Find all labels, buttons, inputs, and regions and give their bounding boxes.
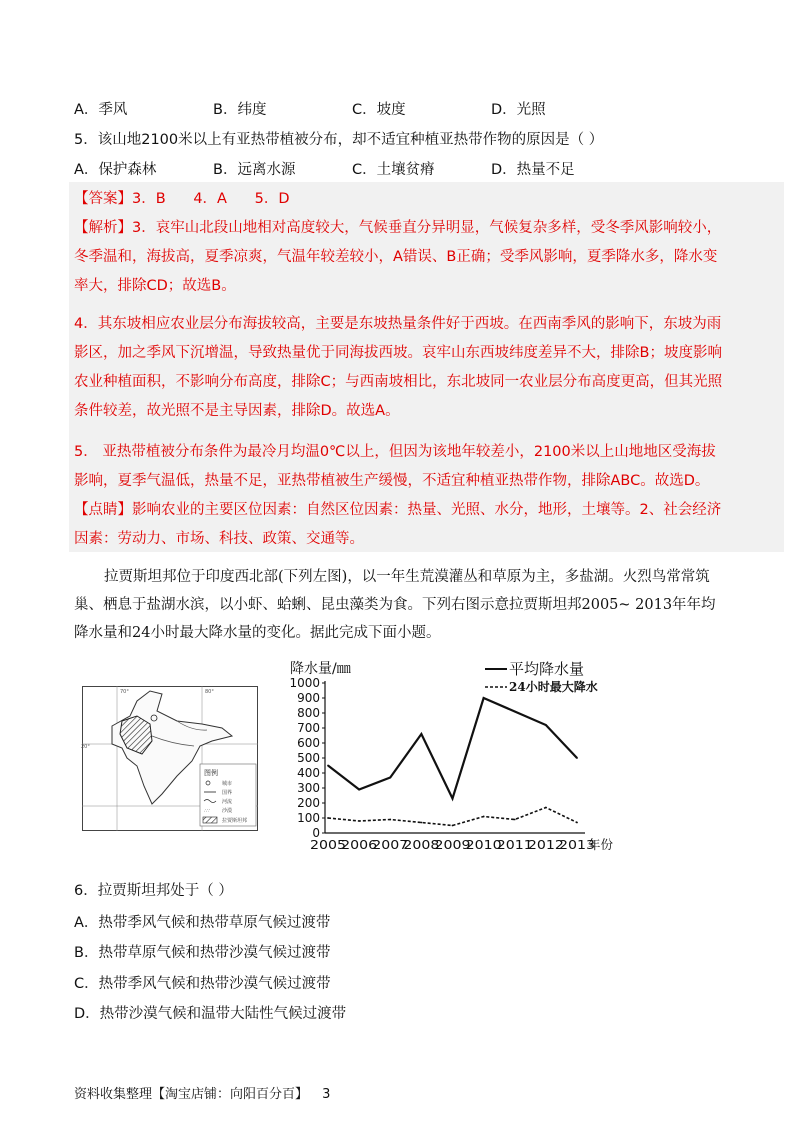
precipitation-chart (285, 653, 635, 863)
answer-text: 3．B 4．A 5．D (132, 191, 290, 207)
y-tick-label: 0 (312, 826, 320, 840)
analysis-label: 【解析】 (74, 220, 132, 236)
data-point-series-1 (358, 789, 360, 791)
data-point-series-1 (483, 697, 485, 699)
y-tick-label: 400 (297, 766, 320, 780)
series-line-2 (328, 808, 577, 826)
footer (74, 1083, 330, 1102)
x-tick-label: 2007 (372, 837, 409, 852)
map-lon-label-80: 80° (205, 689, 214, 695)
analysis-3-text: 3．哀牢山北段山地相对高度较大，气候垂直分异明显，气候复杂多样，受冬季风影响较小，冬季温和，海拔高，夏季凉爽，气温年较差较小，A错误、B正确；受季风影响，夏季降水多，降水变率大，排除CD；故选B。 (74, 220, 722, 294)
footer-text: 资料收集整理【淘宝店铺：向阳百分百】 (74, 1087, 309, 1102)
data-point-series-1 (514, 711, 516, 713)
x-tick-label: 2010 (465, 837, 502, 852)
data-point-series-1 (545, 724, 547, 726)
data-point-series-2 (358, 820, 360, 822)
q5-option-b: B．远离水源 (213, 162, 296, 178)
data-point-series-2 (327, 817, 329, 819)
x-tick-label: 2012 (527, 837, 564, 852)
analysis-5: 5． 亚热带植被分布条件为最冷月均温0℃以上，但因为该地年较差小，2100米以上山地地区受海拔影响，夏季气温低，热量不足，亚热带植被生产缓慢，不适宜种植亚热带作物，排除ABC。故选D。 (74, 444, 716, 489)
q6-option-c: C．热带季风气候和热带沙漠气候过渡带 (74, 976, 331, 992)
q4-option-d: D．光照 (491, 102, 546, 118)
data-point-series-2 (545, 807, 547, 809)
y-tick-label: 1000 (289, 676, 320, 690)
y-tick-label: 300 (297, 781, 320, 795)
q4-option-c: C．坡度 (352, 102, 406, 118)
map-legend-desert: 沙漠 (222, 808, 233, 814)
data-point-series-2 (452, 825, 454, 827)
data-point-series-1 (452, 798, 454, 800)
tip-text: 影响农业的主要区位因素：自然区位因素：热量、光照、水分，地形，土壤等。2、社会经济因素：劳动力、市场、科技、政策、交通等。 (74, 502, 722, 547)
page-number: 3 (322, 1087, 331, 1102)
data-point-series-2 (483, 816, 485, 818)
x-tick-label: 2006 (341, 837, 378, 852)
data-point-series-2 (576, 822, 578, 824)
legend-label-2: 24小时最大降水 (509, 680, 598, 694)
x-tick-label: 2005 (310, 837, 346, 852)
analysis-3 (74, 214, 730, 301)
analysis-4: 4．其东坡相应农业层分布海拔较高，主要是东坡热量条件好于西坡。在西南季风的影响下，东坡为雨影区，加之季风下沉增温，导致热量优于同海拔西坡。哀牢山东西坡纬度差异不大，排除B；坡度影响农业种植面积，不影响分布高度，排除C；与西南坡相比，东北坡同一农业层分布高度更高，但其光照条件较差，故光照不是主导因素，排除D。故选A。 (74, 316, 723, 419)
q5-option-c: C．土壤贫瘠 (352, 162, 435, 178)
map-lat-label: 20° (81, 744, 90, 750)
data-point-series-2 (389, 819, 391, 821)
answer-label: 【答案】 (74, 191, 132, 207)
y-tick-label: 500 (297, 751, 320, 765)
legend-label-1: 平均降水量 (509, 660, 585, 678)
tip (74, 496, 730, 554)
map-legend-title: 图例 (204, 769, 218, 777)
x-tick-label: 2013 (559, 837, 595, 852)
map-legend-border: 国界 (222, 790, 233, 796)
q5-option-a: A．保护森林 (74, 162, 157, 178)
x-tick-label: 2011 (496, 837, 533, 852)
y-axis-label: 降水量/㎜ (290, 661, 351, 677)
data-point-series-1 (389, 777, 391, 779)
x-axis-label: 年份 (588, 837, 614, 852)
india-map (82, 686, 258, 831)
q6-option-a: A．热带季风气候和热带草原气候过渡带 (74, 915, 331, 931)
tip-label: 【点睛】 (74, 502, 132, 518)
data-point-series-1 (576, 757, 578, 759)
x-tick-label: 2008 (403, 837, 440, 852)
data-point-series-2 (420, 822, 422, 824)
data-point-series-2 (514, 819, 516, 821)
y-tick-label: 900 (297, 691, 320, 705)
map-lon-label-70: 70° (120, 689, 129, 695)
y-tick-label: 800 (297, 706, 320, 720)
y-tick-label: 600 (297, 736, 320, 750)
y-tick-label: 200 (297, 796, 320, 810)
y-tick-label: 700 (297, 721, 320, 735)
passage: 拉贾斯坦邦位于印度西北部(下列左图)，以一年生荒漠灌丛和草原为主，多盐湖。火烈鸟常常筑巢、栖息于盐湖水滨，以小虾、蛤蜊、昆虫藻类为食。下列右图示意拉贾斯坦邦2005~ 2013年年均降水量和24小时最大降水量的变化。据此完成下面小题。 (74, 569, 716, 641)
q6-option-d: D．热带沙漠气候和温带大陆性气候过渡带 (74, 1006, 347, 1022)
answer-line (74, 185, 730, 214)
q6-stem: 6．拉贾斯坦邦处于（ ） (74, 883, 233, 899)
q4-option-a: A．季风 (74, 102, 128, 118)
y-tick-label: 100 (297, 811, 320, 825)
q5-option-d: D．热量不足 (491, 162, 575, 178)
data-point-series-1 (327, 765, 329, 767)
q6-option-b: B．热带草原气候和热带沙漠气候过渡带 (74, 945, 331, 961)
q4-option-b: B．纬度 (213, 102, 267, 118)
map-legend-river: 河流 (222, 799, 233, 805)
series-line-1 (328, 698, 577, 799)
x-tick-label: 2009 (434, 837, 471, 852)
map-legend-city: 城市 (222, 781, 233, 787)
q5-stem: 5．该山地2100米以上有亚热带植被分布，却不适宜种植亚热带作物的原因是（ ） (74, 132, 604, 148)
svg-text:∴∵: ∴∵ (204, 808, 211, 814)
map-legend-state: 拉贾斯坦邦 (222, 818, 248, 824)
data-point-series-1 (420, 733, 422, 735)
